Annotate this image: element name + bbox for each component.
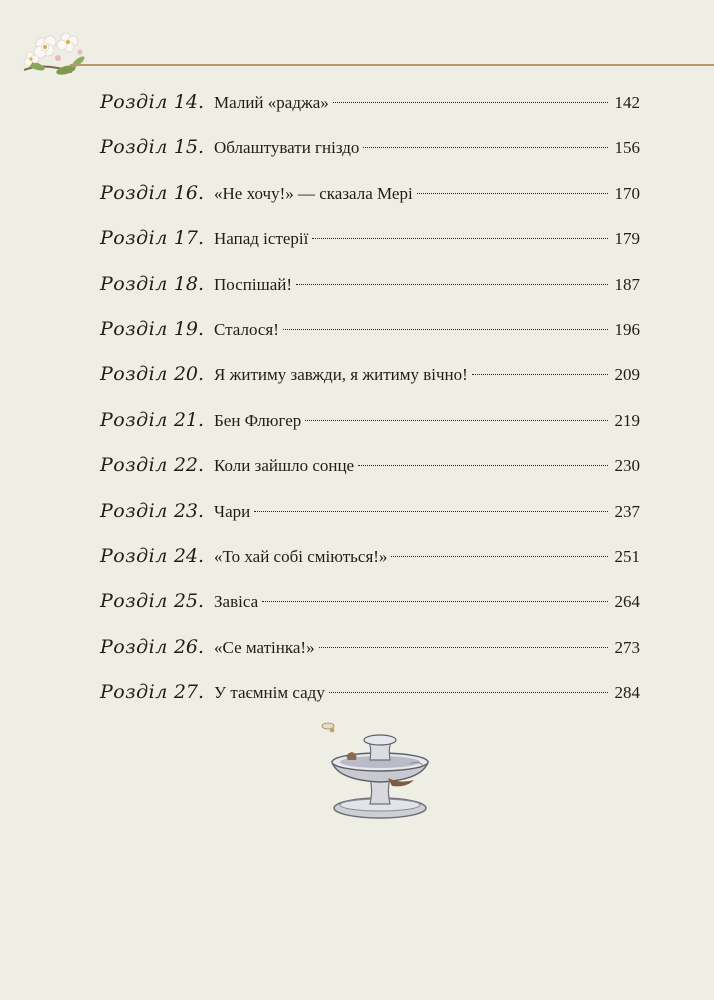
dot-leader bbox=[358, 465, 608, 466]
toc-entry bbox=[100, 625, 640, 670]
chapter-word: Розділ bbox=[100, 408, 168, 431]
chapter-title: «То хай собі сміються!» bbox=[214, 546, 388, 566]
page-number: 230 bbox=[614, 456, 640, 476]
chapter-title: У таємнім саду bbox=[214, 683, 325, 703]
dot-leader bbox=[262, 601, 608, 602]
toc-entry bbox=[100, 489, 640, 534]
chapter-word: Розділ bbox=[100, 499, 168, 522]
page-number: 251 bbox=[614, 546, 640, 566]
chapter-title: «Се матінка!» bbox=[214, 637, 315, 657]
toc-entry bbox=[100, 352, 640, 397]
table-of-contents bbox=[100, 80, 640, 715]
page-number: 219 bbox=[614, 410, 640, 430]
page-number: 170 bbox=[614, 183, 640, 203]
chapter-number: 14. bbox=[173, 91, 205, 113]
chapter-number: 24. bbox=[173, 544, 205, 567]
page-number: 273 bbox=[614, 637, 640, 657]
toc-entry bbox=[100, 80, 640, 125]
chapter-number: 15. bbox=[173, 136, 205, 159]
chapter-number: 23. bbox=[173, 499, 205, 522]
chapter-word: Розділ bbox=[100, 181, 168, 204]
chapter-title: Завіса bbox=[214, 592, 259, 612]
page-number: 284 bbox=[614, 683, 640, 703]
chapter-number: 27. bbox=[173, 681, 205, 704]
toc-entry bbox=[100, 579, 640, 624]
dot-leader bbox=[329, 692, 608, 693]
chapter-number: 19. bbox=[173, 317, 205, 340]
dot-leader bbox=[363, 147, 608, 148]
chapter-title: Сталося! bbox=[214, 319, 279, 339]
chapter-word: Розділ bbox=[100, 454, 168, 477]
page-number: 187 bbox=[614, 274, 640, 294]
dot-leader bbox=[254, 511, 608, 512]
chapter-word: Розділ bbox=[100, 635, 168, 658]
chapter-number: 25. bbox=[173, 590, 205, 613]
chapter-title: «Не хочу!» — сказала Мері bbox=[214, 183, 413, 203]
page-number: 264 bbox=[614, 592, 640, 612]
dot-leader bbox=[391, 556, 608, 557]
chapter-title: Бен Флюгер bbox=[214, 410, 302, 430]
dot-leader bbox=[305, 420, 608, 421]
top-rule bbox=[70, 64, 714, 66]
chapter-word: Розділ bbox=[100, 136, 168, 159]
chapter-title: Облаштувати гніздо bbox=[214, 138, 360, 158]
page-number: 179 bbox=[614, 229, 640, 249]
chapter-title: Чари bbox=[214, 501, 251, 521]
chapter-title: Коли зайшло сонце bbox=[214, 456, 355, 476]
dot-leader bbox=[312, 238, 608, 239]
chapter-word: Розділ bbox=[100, 91, 168, 113]
toc-entry bbox=[100, 398, 640, 443]
chapter-word: Розділ bbox=[100, 590, 168, 613]
chapter-number: 17. bbox=[173, 227, 205, 250]
chapter-title: Поспішай! bbox=[214, 274, 292, 294]
chapter-title: Малий «раджа» bbox=[214, 93, 329, 112]
chapter-number: 16. bbox=[173, 181, 205, 204]
toc-entry bbox=[100, 443, 640, 488]
toc-entry bbox=[100, 216, 640, 261]
dot-leader bbox=[283, 329, 608, 330]
dot-leader bbox=[333, 102, 608, 103]
chapter-title: Я житиму завжди, я житиму вічно! bbox=[214, 365, 468, 385]
chapter-number: 26. bbox=[173, 635, 205, 658]
apple-blossom-icon bbox=[14, 22, 98, 82]
bird-fountain-icon bbox=[318, 716, 442, 828]
chapter-word: Розділ bbox=[100, 544, 168, 567]
chapter-word: Розділ bbox=[100, 272, 168, 295]
page-number: 156 bbox=[614, 138, 640, 158]
chapter-word: Розділ bbox=[100, 227, 168, 250]
dot-leader bbox=[417, 193, 608, 194]
chapter-number: 21. bbox=[173, 408, 205, 431]
page-number: 142 bbox=[614, 93, 640, 112]
page-number: 196 bbox=[614, 319, 640, 339]
chapter-number: 20. bbox=[173, 363, 205, 386]
toc-entry bbox=[100, 171, 640, 216]
toc-entry bbox=[100, 125, 640, 170]
chapter-word: Розділ bbox=[100, 363, 168, 386]
toc-entry bbox=[100, 534, 640, 579]
chapter-number: 22. bbox=[173, 454, 205, 477]
chapter-word: Розділ bbox=[100, 317, 168, 340]
page-number: 209 bbox=[614, 365, 640, 385]
dot-leader bbox=[472, 374, 608, 375]
page-number: 237 bbox=[614, 501, 640, 521]
toc-entry bbox=[100, 670, 640, 715]
dot-leader bbox=[296, 284, 608, 285]
toc-entry bbox=[100, 307, 640, 352]
chapter-number: 18. bbox=[173, 272, 205, 295]
dot-leader bbox=[319, 647, 608, 648]
chapter-title: Напад істерії bbox=[214, 229, 309, 249]
chapter-word: Розділ bbox=[100, 681, 168, 704]
toc-entry bbox=[100, 262, 640, 307]
